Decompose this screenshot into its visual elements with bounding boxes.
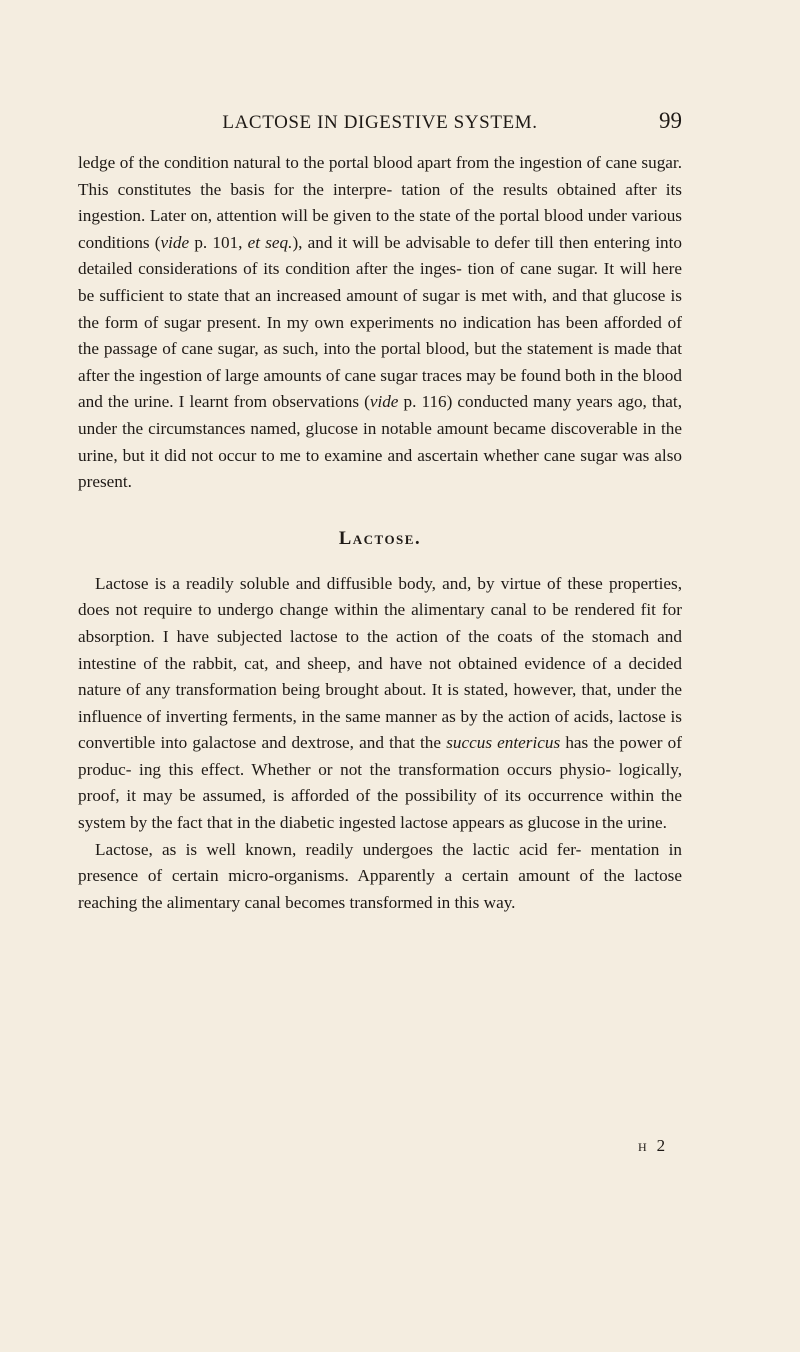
signature-number: 2 bbox=[656, 1136, 670, 1155]
body-text bbox=[78, 150, 682, 916]
paragraph-portal-blood-part-c: ), and it will be advisable to defer till then entering into detailed considerations of its condition after the inges- tion of cane sugar. It will here be sufficient to state that an increased amount of sugar is met with, and that glucose is the form of sugar present. In my own experiments no indication has been afforded of the passage of cane sugar, as such, into the portal blood, but the statement is made that after the ingestion of large amounts of cane sugar traces may be found both in the blood and the urine. I learnt from observations ( bbox=[78, 232, 682, 412]
paragraph-lactose-part-b: has the power of produc- ing this effect. Whether or not the transformation occurs physio- logically, proof, it may be assumed, is afforded of the possibility of its occurrence within the system by the fact that in the diabetic ingested lactose appears as glucose in the urine. bbox=[78, 733, 682, 833]
running-head bbox=[78, 108, 682, 138]
page-number: 99 bbox=[659, 108, 682, 133]
vide-italic: vide bbox=[160, 232, 190, 252]
paragraph-lactic-fermentation: Lactose, as is well known, readily undergoes the lactic acid fer- mentation in presence of certain micro-organisms. Apparently a certain amount of the lactose reaching the alimentary canal becomes transformed in this way. bbox=[78, 839, 682, 912]
paragraph-portal-blood-part-b: p. 101, bbox=[189, 232, 248, 252]
paragraph-lactose-absorption bbox=[78, 571, 682, 837]
paragraph-portal-blood bbox=[78, 150, 682, 496]
paragraph-portal-blood-part-a: ledge of the condition natural to the portal blood apart from the ingestion of cane sugar. This constitutes the basis for the interpre- tation of the results obtained after its ingestion. Later on, attention will be given to the state of the portal blood under various conditions ( bbox=[78, 153, 682, 252]
section-spacer-2 bbox=[78, 551, 682, 571]
running-title: LACTOSE IN DIGESTIVE SYSTEM. bbox=[222, 112, 538, 133]
paragraph-portal-blood-part-d: p. 116) conducted many years ago, that, under the circumstances named, glucose in notable amount became discoverable in the urine, but it did not occur to me to examine and ascertain whether cane sugar was also present. bbox=[78, 392, 682, 492]
paragraph-lactose-part-a: Lactose is a readily soluble and diffusible body, and, by virtue of these properties, does not require to undergo change within the alimentary canal to be rendered fit for absorption. I have subjected lactose to the action of the coats of the stomach and intestine of the rabbit, cat, and sheep, and have not obtained evidence of a decided nature of any transformation being brought about. It is stated, however, that, under the influence of inverting ferments, in the same manner as by the action of acids, lactose is convertible into galactose and dextrose, and that the bbox=[78, 573, 682, 753]
section-spacer bbox=[78, 496, 682, 527]
section-heading-lactose: Lactose. bbox=[338, 528, 422, 549]
vide-italic-2: vide bbox=[369, 392, 399, 412]
signature-mark bbox=[638, 1136, 669, 1156]
et-seq-italic: et seq. bbox=[247, 232, 293, 252]
succus-entericus-italic: succus entericus bbox=[446, 733, 561, 753]
signature-letter: H bbox=[638, 1140, 647, 1154]
